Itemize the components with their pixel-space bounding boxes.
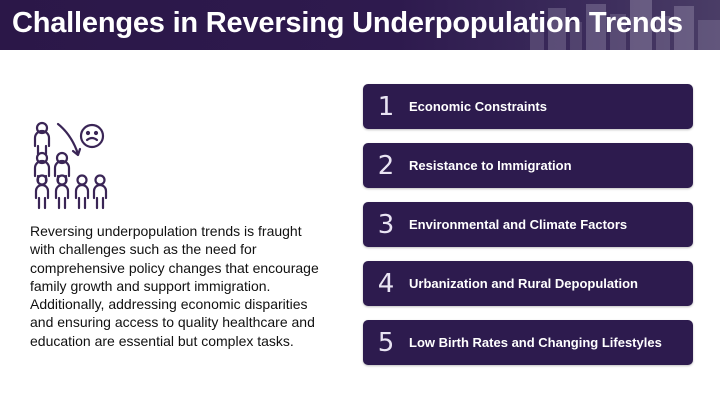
page-title: Challenges in Reversing Underpopulation Trends bbox=[12, 7, 683, 39]
challenge-card-2 bbox=[363, 143, 693, 188]
challenge-label: Low Birth Rates and Changing Lifestyles bbox=[409, 335, 662, 350]
challenge-card-3 bbox=[363, 202, 693, 247]
challenge-number: 2 bbox=[377, 150, 395, 181]
challenge-number: 5 bbox=[377, 327, 395, 358]
challenge-number: 1 bbox=[377, 91, 395, 122]
intro-paragraph: Reversing underpopulation trends is fraught with challenges such as the need for comprehensive policy changes that encourage family growth and support immigration. Additionally, addressing economic disparities and ensuring access to quality healthcare and education are essential but complex tasks. bbox=[30, 223, 319, 349]
challenge-card-4 bbox=[363, 261, 693, 306]
challenge-label: Urbanization and Rural Depopulation bbox=[409, 276, 638, 291]
challenge-card-5 bbox=[363, 320, 693, 365]
challenges-list bbox=[363, 84, 693, 379]
title-bar bbox=[0, 0, 720, 50]
challenge-number: 3 bbox=[377, 209, 395, 240]
challenge-label: Environmental and Climate Factors bbox=[409, 217, 628, 232]
population-decline-icon bbox=[30, 118, 114, 212]
challenge-card-1 bbox=[363, 84, 693, 129]
challenge-number: 4 bbox=[377, 268, 395, 299]
challenge-label: Economic Constraints bbox=[409, 99, 547, 114]
challenge-label: Resistance to Immigration bbox=[409, 158, 572, 173]
